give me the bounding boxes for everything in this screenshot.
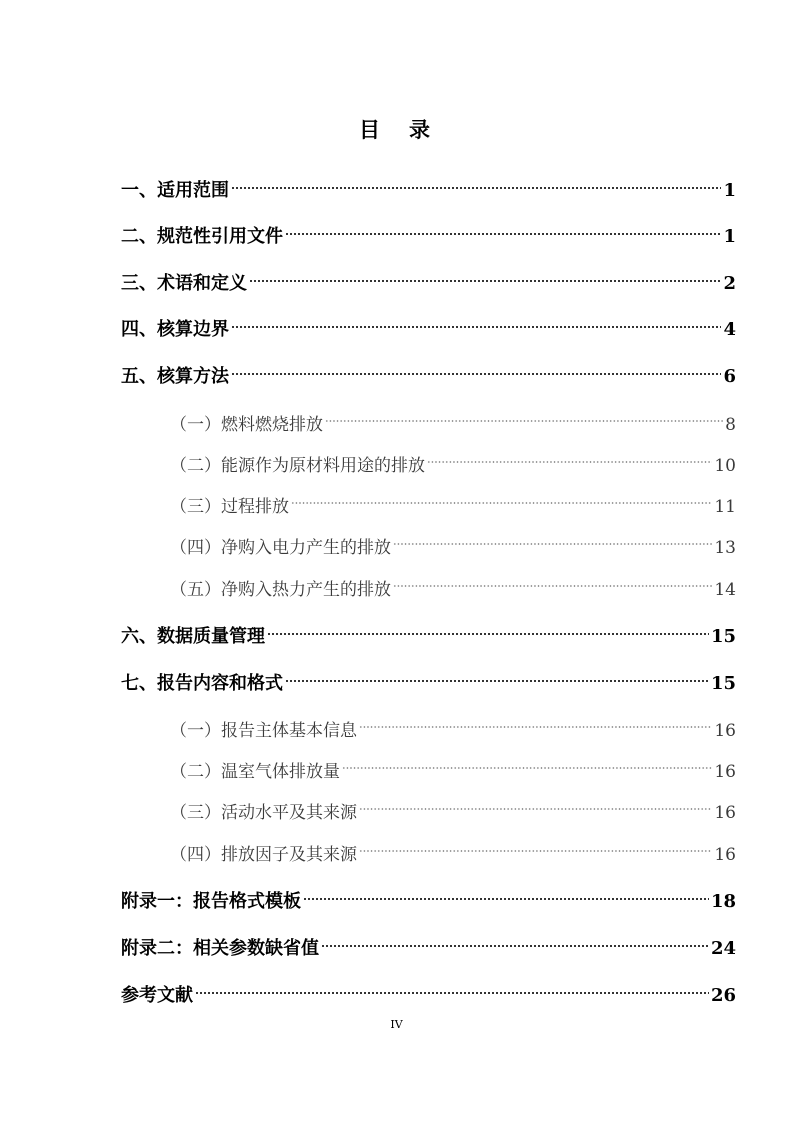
toc-dot-leader	[303, 879, 709, 907]
toc-dot-leader	[359, 832, 712, 860]
toc-subentry-purchased-electricity[interactable]	[170, 525, 736, 558]
toc-entry-page: 16	[714, 803, 736, 823]
page-number: IV	[390, 1018, 403, 1031]
toc-entry-label: 五、核算方法	[121, 366, 229, 387]
toc-dot-leader	[427, 443, 712, 471]
toc-dot-leader	[231, 168, 721, 196]
toc-entry-data-quality[interactable]	[121, 614, 736, 647]
toc-entry-page: 2	[723, 273, 736, 294]
toc-entry-label: 参考文献	[121, 985, 193, 1006]
toc-entry-page: 16	[714, 845, 736, 865]
toc-entry-references[interactable]	[121, 973, 736, 1006]
toc-entry-page: 6	[723, 366, 736, 387]
toc-entry-page: 16	[714, 721, 736, 741]
toc-entry-label: 附录一：报告格式模板	[121, 891, 301, 912]
toc-entry-label: 三、术语和定义	[121, 273, 247, 294]
toc-dot-leader	[249, 261, 721, 289]
toc-dot-leader	[291, 484, 712, 512]
toc-entry-page: 16	[714, 762, 736, 782]
toc-dot-leader	[325, 402, 723, 430]
toc-entry-page: 4	[723, 319, 736, 340]
toc-dot-leader	[359, 790, 712, 818]
toc-entry-label: 一、适用范围	[121, 180, 229, 201]
toc-dot-leader	[285, 661, 709, 689]
toc-entry-scope[interactable]	[121, 168, 736, 201]
toc-entry-accounting-boundary[interactable]	[121, 307, 736, 340]
toc-entry-accounting-method[interactable]	[121, 354, 736, 387]
toc-entry-label: （四）排放因子及其来源	[170, 845, 357, 865]
toc-entry-label: （一）燃料燃烧排放	[170, 415, 323, 435]
toc-subentry-process-emissions[interactable]	[170, 484, 736, 517]
toc-dot-leader	[393, 525, 712, 553]
toc-entry-label: （二）温室气体排放量	[170, 762, 340, 782]
toc-entry-page: 13	[714, 538, 736, 558]
toc-entry-normative-references[interactable]	[121, 214, 736, 247]
toc-entry-page: 1	[723, 180, 736, 201]
toc-entry-label: （三）活动水平及其来源	[170, 803, 357, 823]
toc-subentry-purchased-heat[interactable]	[170, 567, 736, 600]
toc-entry-label: （三）过程排放	[170, 497, 289, 517]
toc-dot-leader	[267, 614, 709, 642]
toc-entry-page: 10	[714, 456, 736, 476]
toc-subentry-energy-feedstock[interactable]	[170, 443, 736, 476]
page-title: 目 录	[359, 118, 434, 142]
toc-entry-page: 11	[714, 497, 736, 517]
toc-entry-page: 14	[714, 580, 736, 600]
toc-entry-label: 六、数据质量管理	[121, 626, 265, 647]
toc-dot-leader	[231, 307, 721, 335]
toc-entry-page: 15	[710, 673, 736, 694]
toc-subentry-entity-info[interactable]	[170, 708, 736, 741]
toc-dot-leader	[285, 214, 721, 242]
toc-entry-page: 1	[723, 226, 736, 247]
toc-entry-label: （一）报告主体基本信息	[170, 721, 357, 741]
toc-entry-label: （五）净购入热力产生的排放	[170, 580, 391, 600]
toc-entry-page: 8	[725, 415, 736, 435]
toc-entry-label: 附录二：相关参数缺省值	[121, 938, 319, 959]
toc-entry-label: （四）净购入电力产生的排放	[170, 538, 391, 558]
toc-entry-appendix-1[interactable]	[121, 879, 736, 912]
toc-dot-leader	[393, 567, 712, 595]
toc-entry-label: 四、核算边界	[121, 319, 229, 340]
toc-subentry-emission-factors[interactable]	[170, 832, 736, 865]
toc-entry-label: （二）能源作为原材料用途的排放	[170, 456, 425, 476]
toc-dot-leader	[231, 354, 721, 382]
toc-entry-report-format[interactable]	[121, 661, 736, 694]
toc-subentry-fuel-combustion[interactable]	[170, 402, 736, 435]
toc-entry-page: 26	[710, 985, 736, 1006]
toc-dot-leader	[195, 973, 709, 1001]
toc-entry-page: 18	[710, 891, 736, 912]
toc-dot-leader	[342, 749, 712, 777]
toc-entry-label: 七、报告内容和格式	[121, 673, 283, 694]
toc-entry-label: 二、规范性引用文件	[121, 226, 283, 247]
toc-entry-appendix-2[interactable]	[121, 926, 736, 959]
toc-subentry-ghg-emissions[interactable]	[170, 749, 736, 782]
toc-entry-page: 24	[710, 938, 736, 959]
toc-entry-page: 15	[710, 626, 736, 647]
toc-dot-leader	[321, 926, 709, 954]
toc-entry-terms-definitions[interactable]	[121, 261, 736, 294]
toc-subentry-activity-level[interactable]	[170, 790, 736, 823]
toc-dot-leader	[359, 708, 712, 736]
